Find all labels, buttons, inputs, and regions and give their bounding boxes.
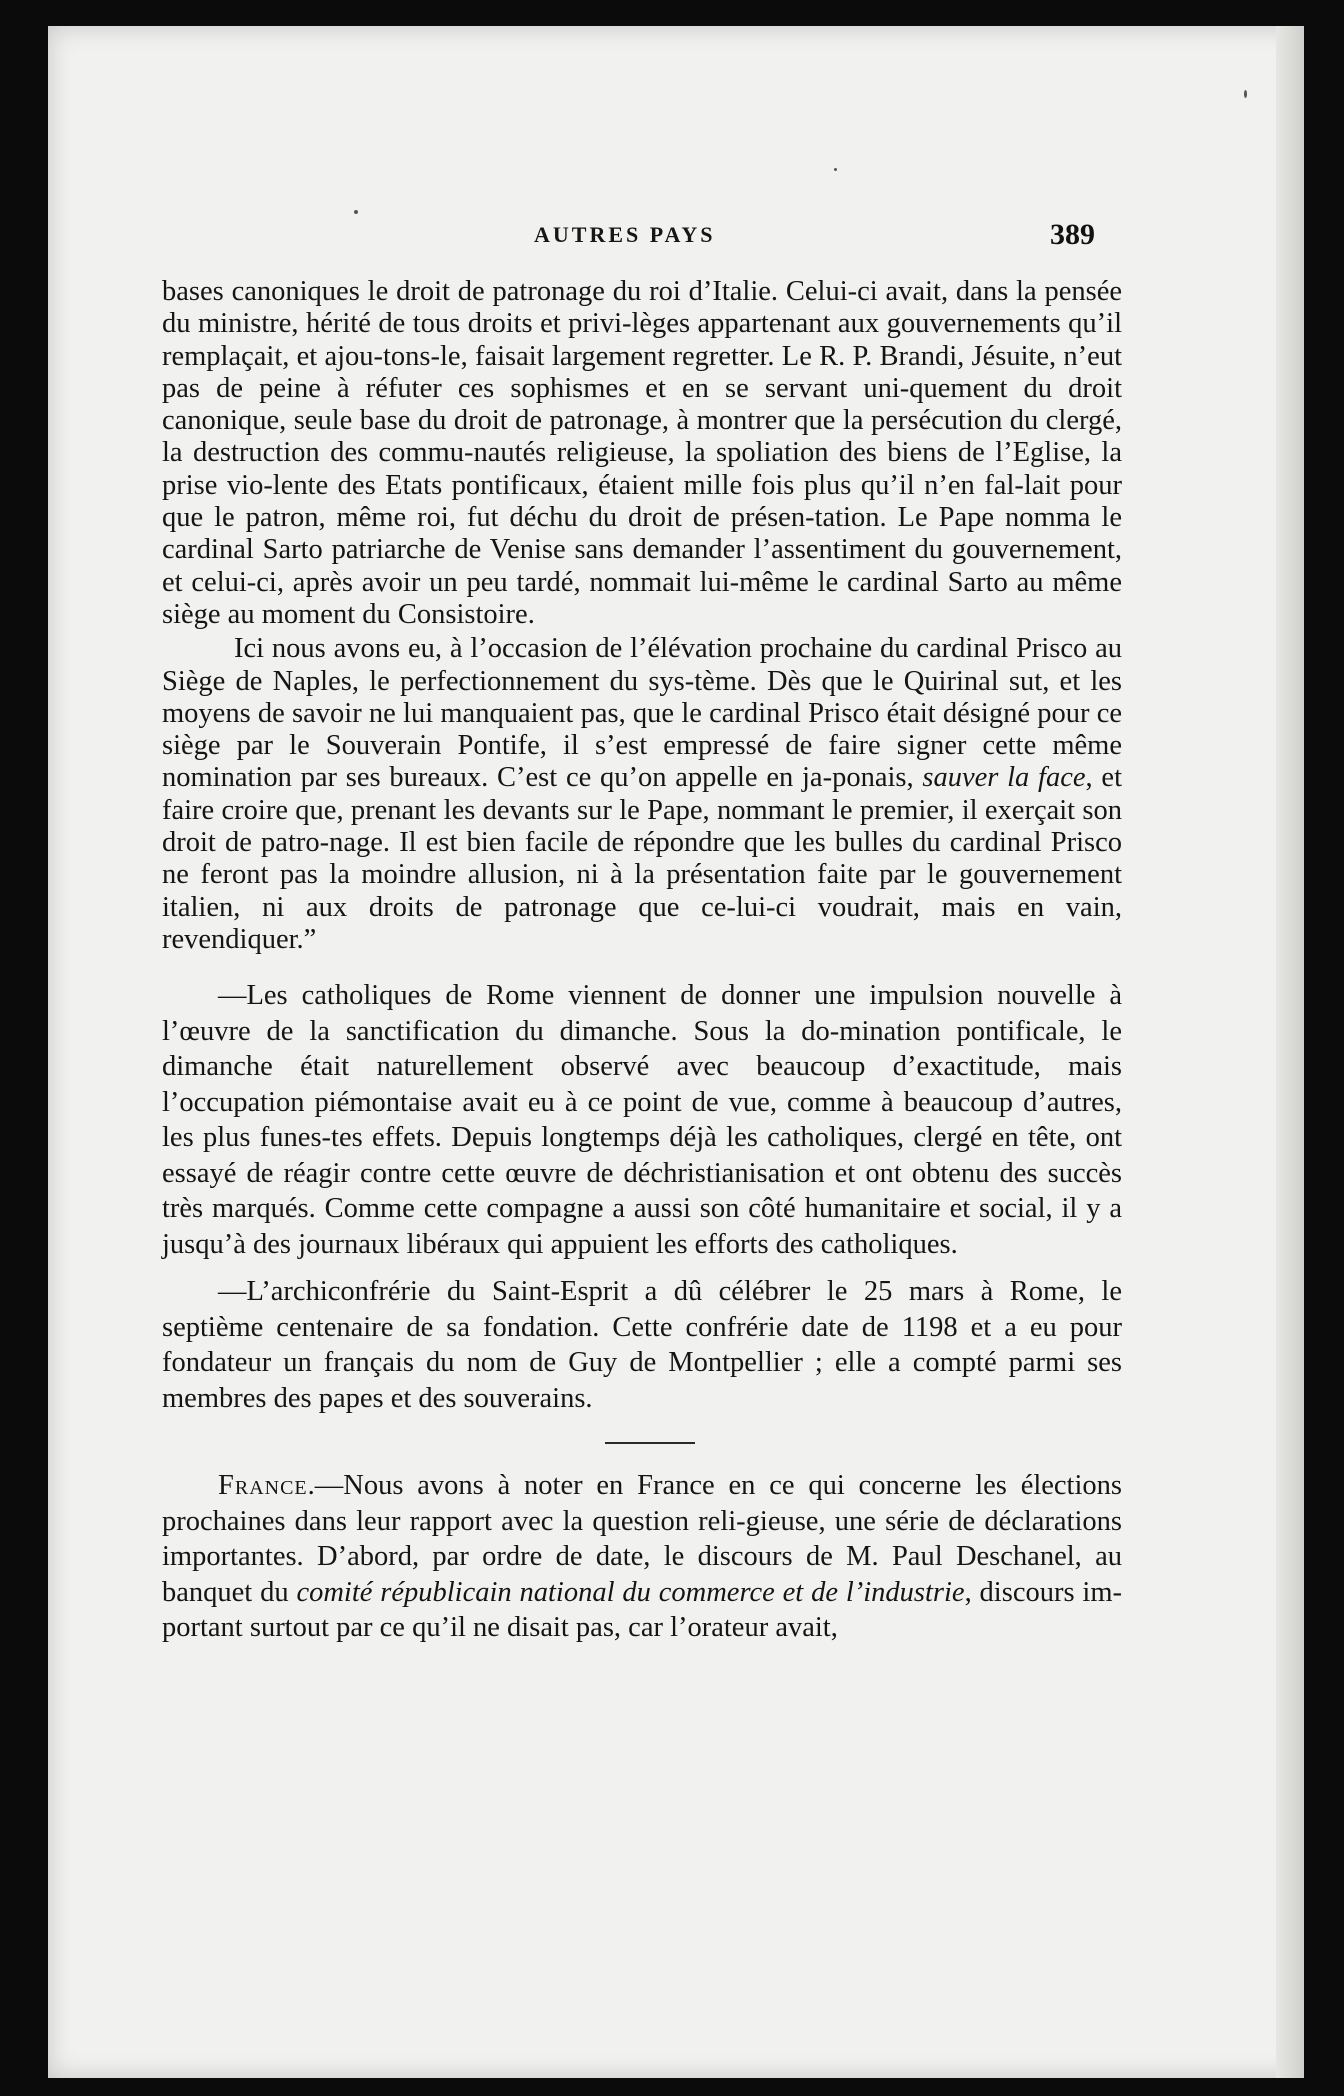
section-lead-france: France — [218, 1470, 308, 1502]
running-title: AUTRES PAYS — [534, 222, 716, 247]
paragraph-archiconfrerie: —L’archiconfrérie du Saint-Esprit a dû célébrer le 25 mars à Rome, le septième centenaire de sa fondation. Cette confrérie date de 1198 et a eu pour fondateur un français du nom de Guy de Montpellier ; elle a compté parmi ses membres des papes et des souverains. — [162, 1276, 1122, 1414]
paragraph-france — [162, 1468, 1122, 1646]
italic-phrase-sauver-la-face: sauver la face — [922, 762, 1086, 794]
paragraph-prisco — [162, 633, 1122, 956]
paragraph-france-text-2: , discours im-portant surtout par ce qu’il ne disait pas, car l’orateur avait, — [162, 1576, 1122, 1644]
paragraph-sanctification: —Les catholiques de Rome viennent de donner une impulsion nouvelle à l’œuvre de la sanctification du dimanche. Sous la do-mination pontificale, le dimanche était naturellement observé avec beaucoup d’exactitude, mais l’occupation piémontaise avait eu à ce point de vue, comme à beaucoup d’autres, les plus funes-tes effets. Depuis longtemps déjà les catholiques, clergé en tête, ont essayé de réagir contre cette œuvre de déchristianisation et ont obtenu des succès très marqués. Comme cette compagne a aussi son côté humanitaire et social, il y a jusqu’à des journaux libéraux qui appuient les efforts des catholiques. — [162, 980, 1122, 1260]
section-divider — [605, 1442, 695, 1444]
italic-phrase-comite: comité républicain national du commerce et de l’industrie — [296, 1576, 965, 1608]
dust-speck — [354, 210, 358, 214]
page-number: 389 — [1050, 218, 1095, 251]
dust-speck — [834, 168, 837, 171]
paragraph-continuation: bases canoniques le droit de patronage du roi d’Italie. Celui-ci avait, dans la pensée du ministre, hérité de tous droits et privi-lèges appartenant aux gouvernements qu’il remplaçait, et ajou-tons-le, faisait largement regretter. Le R. P. Brandi, Jésuite, n’eut pas de peine à réfuter ces sophismes et en se servant uni-quement du droit canonique, seule base du droit de patronage, à montrer que la persécution du clergé, la destruction des commu-nautés religieuse, la spoliation des biens de l’Eglise, la prise vio-lente des Etats pontificaux, étaient mille fois plus qu’il n’en fal-lait pour que le patron, même roi, fut déchu du droit de présen-tation. Le Pape nomma le cardinal Sarto patriarche de Venise sans demander l’assentiment du gouvernement, et celui-ci, après avoir un peu tardé, nommait lui-même le cardinal Sarto au même siège au moment du Consistoire. — [162, 276, 1122, 630]
dust-speck — [1244, 90, 1247, 98]
paragraph-prisco-text-2: , et faire croire que, prenant les devants sur le Pape, nommant le premier, il exerçait son droit de patro-nage. Il est bien facile de répondre que les bulles du cardinal Prisco ne feront pas la moindre allusion, ni à la présentation faite par le gouvernement italien, ni aux droits de patronage que ce-lui-ci voudrait, mais en vain, revendiquer.” — [162, 762, 1122, 955]
running-head — [48, 216, 1304, 256]
paragraph-france-text-1: .—Nous avons à noter en France en ce qui concerne les élections prochaines dans leur rapport avec la question reli-gieuse, une série de déclarations importantes. D’abord, par ordre de date, le discours de M. Paul Deschanel, au banquet du — [162, 1470, 1122, 1608]
paragraph-prisco-text-1: Ici nous avons eu, à l’occasion de l’élévation prochaine du cardinal Prisco au Siège de Naples, le perfectionnement du sys-tème. Dès que le Quirinal sut, et les moyens de savoir ne lui manquaient pas, que le cardinal Prisco était désigné pour ce siège par le Souverain Pontife, il s’est empressé de faire signer cette même nomination par ses bureaux. C’est ce qu’on appelle en ja-ponais, — [162, 633, 1122, 794]
page-edge-shadow — [1276, 26, 1304, 2078]
body-text — [162, 276, 1122, 1646]
book-page — [48, 26, 1304, 2078]
